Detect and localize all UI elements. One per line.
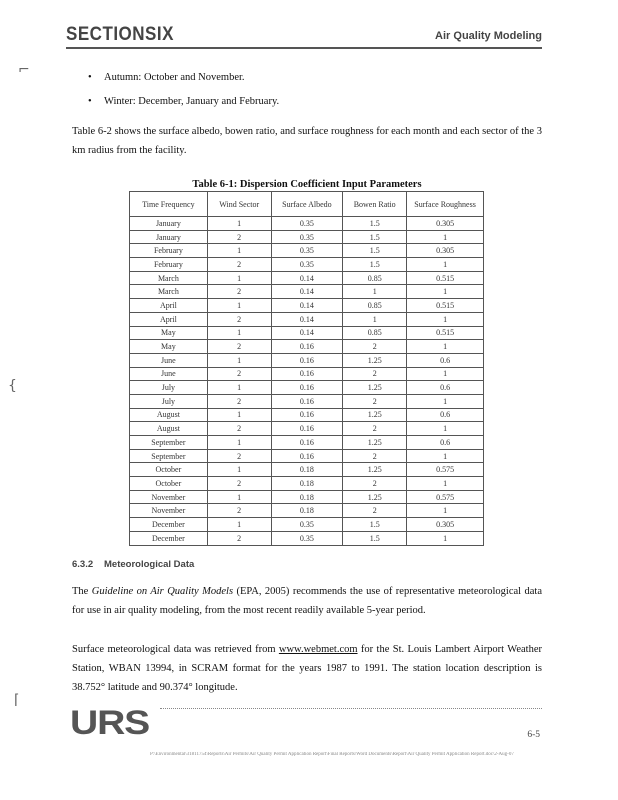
table-cell: 1 <box>407 285 484 299</box>
table-cell: 1.5 <box>343 244 407 258</box>
table-cell: 0.305 <box>407 244 484 258</box>
table-cell: 2 <box>207 422 271 436</box>
table-cell: 1.25 <box>343 408 407 422</box>
table-cell: March <box>130 271 208 285</box>
table-cell: March <box>130 285 208 299</box>
table-cell: 2 <box>207 477 271 491</box>
table-cell: December <box>130 518 208 532</box>
table-cell: 0.16 <box>271 449 343 463</box>
table-row <box>130 217 484 231</box>
table-row <box>130 394 484 408</box>
table-cell: 0.16 <box>271 381 343 395</box>
table-cell: 1.5 <box>343 230 407 244</box>
table-cell: 0.85 <box>343 299 407 313</box>
table-cell: 2 <box>343 477 407 491</box>
table-cell: 1 <box>207 381 271 395</box>
table-cell: August <box>130 422 208 436</box>
table-cell: February <box>130 258 208 272</box>
table-cell: 0.16 <box>271 408 343 422</box>
table-cell: 0.575 <box>407 490 484 504</box>
table-cell: September <box>130 436 208 450</box>
table-cell: 0.6 <box>407 381 484 395</box>
table-cell: 2 <box>207 312 271 326</box>
table-cell: 2 <box>207 531 271 545</box>
table-cell: 0.14 <box>271 299 343 313</box>
table-row <box>130 449 484 463</box>
table-title: Table 6-1: Dispersion Coefficient Input Parameters <box>192 179 422 190</box>
table-row <box>130 299 484 313</box>
table-cell: 1 <box>407 504 484 518</box>
section-header: SECTIONSIX <box>66 22 174 45</box>
table-cell: 0.18 <box>271 477 343 491</box>
table-row <box>130 285 484 299</box>
table-cell: December <box>130 531 208 545</box>
table-cell: 2 <box>343 422 407 436</box>
column-header: Surface Albedo <box>271 192 343 217</box>
margin-bracket-icon: ⌈ <box>14 692 20 708</box>
table-row <box>130 367 484 381</box>
table-cell: 0.14 <box>271 326 343 340</box>
met-data-paragraph <box>72 640 542 697</box>
table-cell: 1 <box>407 230 484 244</box>
table-cell: September <box>130 449 208 463</box>
table-cell: 2 <box>343 394 407 408</box>
table-cell: 1 <box>207 217 271 231</box>
table-cell: 1 <box>207 518 271 532</box>
table-row <box>130 230 484 244</box>
bullet-list <box>88 66 279 114</box>
table-row <box>130 436 484 450</box>
table-cell: 2 <box>207 367 271 381</box>
table-cell: October <box>130 477 208 491</box>
table-cell: 2 <box>207 504 271 518</box>
table-cell: 0.35 <box>271 244 343 258</box>
table-cell: 0.18 <box>271 504 343 518</box>
webmet-link[interactable]: www.webmet.com <box>278 644 358 655</box>
column-header: Time Frequency <box>130 192 208 217</box>
table-row <box>130 244 484 258</box>
table-row <box>130 504 484 518</box>
table-cell: 0.16 <box>271 340 343 354</box>
table-cell: 0.16 <box>271 367 343 381</box>
guideline-paragraph <box>72 582 542 620</box>
table-cell: 0.35 <box>271 258 343 272</box>
paragraph-text: for the St. Louis Lambert Airport Weather Station, WBAN 13994, in SCRAM format for the years 1987 to 1991. The station location description is 38.752° latitude and 90.374° longitude. <box>72 644 543 693</box>
table-cell: June <box>130 367 208 381</box>
table-cell: July <box>130 381 208 395</box>
table-cell: 1 <box>407 258 484 272</box>
paragraph-text: The <box>72 586 92 597</box>
table-cell: May <box>130 326 208 340</box>
urs-logo: URS <box>70 704 150 742</box>
table-cell: 0.6 <box>407 353 484 367</box>
section-number: 6.3.2 <box>72 559 94 570</box>
table-row <box>130 353 484 367</box>
table-cell: 2 <box>207 258 271 272</box>
column-header: Wind Sector <box>207 192 271 217</box>
table-cell: May <box>130 340 208 354</box>
table-cell: February <box>130 244 208 258</box>
table-cell: 0.515 <box>407 299 484 313</box>
table-cell: 0.35 <box>271 230 343 244</box>
table-row <box>130 326 484 340</box>
table-cell: 2 <box>207 285 271 299</box>
table-cell: 1.25 <box>343 490 407 504</box>
table-cell: 1 <box>407 449 484 463</box>
table-cell: 1.25 <box>343 381 407 395</box>
dispersion-coefficient-table <box>129 191 484 546</box>
table-cell: 0.35 <box>271 217 343 231</box>
table-cell: 0.305 <box>407 518 484 532</box>
table-cell: 1 <box>407 312 484 326</box>
table-row <box>130 258 484 272</box>
table-cell: 1 <box>207 299 271 313</box>
table-row <box>130 271 484 285</box>
table-cell: 1 <box>407 422 484 436</box>
table-cell: 2 <box>343 340 407 354</box>
table-header-row <box>130 192 484 217</box>
table-cell: 2 <box>343 504 407 518</box>
table-cell: 1.25 <box>343 463 407 477</box>
paragraph-text: (EPA, 2005) recommends the use of representative meteorological data for use in air quality modeling, from the most recent readily available 5-year period. <box>72 586 542 616</box>
table-row <box>130 422 484 436</box>
table-cell: 1 <box>407 340 484 354</box>
document-title: Air Quality Modeling <box>435 30 542 42</box>
margin-bracket-icon: ⌐ <box>18 62 30 78</box>
table-cell: 1 <box>407 367 484 381</box>
table-cell: January <box>130 230 208 244</box>
table-cell: 2 <box>343 367 407 381</box>
table-cell: 1 <box>407 394 484 408</box>
bullet-winter: • Winter: December, January and February. <box>88 90 279 114</box>
table-cell: 0.515 <box>407 326 484 340</box>
table-cell: November <box>130 490 208 504</box>
column-header: Surface Roughness <box>407 192 484 217</box>
table-cell: 0.14 <box>271 271 343 285</box>
table-row <box>130 463 484 477</box>
intro-paragraph: Table 6-2 shows the surface albedo, bowen ratio, and surface roughness for each month and each sector of the 3 km radius from the facility. <box>72 126 542 156</box>
table-cell: July <box>130 394 208 408</box>
table-cell: 1.5 <box>343 258 407 272</box>
table-cell: 1 <box>407 531 484 545</box>
table-row <box>130 518 484 532</box>
table-cell: 2 <box>343 449 407 463</box>
table-cell: 0.6 <box>407 436 484 450</box>
table-row <box>130 477 484 491</box>
table-cell: 0.18 <box>271 463 343 477</box>
column-header: Bowen Ratio <box>343 192 407 217</box>
table-row <box>130 490 484 504</box>
section-heading <box>72 559 194 570</box>
table-row <box>130 408 484 422</box>
table-cell: 2 <box>207 230 271 244</box>
table-cell: 1 <box>207 244 271 258</box>
table-cell: 1 <box>207 353 271 367</box>
table-cell: 2 <box>207 449 271 463</box>
table-cell: 0.35 <box>271 518 343 532</box>
table-cell: 0.305 <box>407 217 484 231</box>
table-cell: 0.16 <box>271 353 343 367</box>
table-cell: 0.85 <box>343 271 407 285</box>
table-cell: 1.5 <box>343 217 407 231</box>
guideline-title: Guideline on Air Quality Models <box>91 586 234 597</box>
table-cell: 0.14 <box>271 285 343 299</box>
table-cell: 0.515 <box>407 271 484 285</box>
table-cell: 1.5 <box>343 518 407 532</box>
table-cell: 0.16 <box>271 436 343 450</box>
table-cell: 1 <box>207 436 271 450</box>
table-cell: 1 <box>343 312 407 326</box>
table-cell: 1 <box>343 285 407 299</box>
header-rule <box>66 47 542 49</box>
table-cell: 0.16 <box>271 394 343 408</box>
table-cell: 0.6 <box>407 408 484 422</box>
paragraph-text: Surface meteorological data was retrieved from <box>72 644 279 655</box>
table-cell: November <box>130 504 208 518</box>
table-row <box>130 340 484 354</box>
table-cell: 1.25 <box>343 436 407 450</box>
table-cell: 1 <box>207 463 271 477</box>
section-title: Meteorological Data <box>104 559 195 570</box>
table-row <box>130 531 484 545</box>
table-cell: 1 <box>207 408 271 422</box>
table-cell: 0.18 <box>271 490 343 504</box>
margin-bracket-icon: { <box>8 378 17 394</box>
file-path-footer: P:\Environmental\31811754\Reports\Air Permits\Air Quality Permit Application Report\Final Reports\Word Documents\Report\Air Quality Permit Application Report.doc\2-Aug-07 <box>150 752 514 757</box>
table-cell: 1 <box>207 326 271 340</box>
table-cell: 2 <box>207 394 271 408</box>
table-cell: 2 <box>207 340 271 354</box>
table-row <box>130 312 484 326</box>
table-cell: 1 <box>207 271 271 285</box>
table-cell: October <box>130 463 208 477</box>
table-cell: January <box>130 217 208 231</box>
page-number: 6-5 <box>527 730 540 740</box>
table-cell: 0.575 <box>407 463 484 477</box>
table-row <box>130 381 484 395</box>
table-cell: 0.14 <box>271 312 343 326</box>
bullet-autumn: • Autumn: October and November. <box>88 66 279 90</box>
footer-rule <box>160 708 542 709</box>
table-cell: April <box>130 312 208 326</box>
table-cell: 1 <box>207 490 271 504</box>
table-body <box>130 217 484 546</box>
table-cell: April <box>130 299 208 313</box>
table-cell: June <box>130 353 208 367</box>
table-cell: 0.16 <box>271 422 343 436</box>
table-cell: 1.5 <box>343 531 407 545</box>
table-cell: 0.85 <box>343 326 407 340</box>
table-cell: 1 <box>407 477 484 491</box>
table-cell: 0.35 <box>271 531 343 545</box>
table-cell: August <box>130 408 208 422</box>
table-cell: 1.25 <box>343 353 407 367</box>
